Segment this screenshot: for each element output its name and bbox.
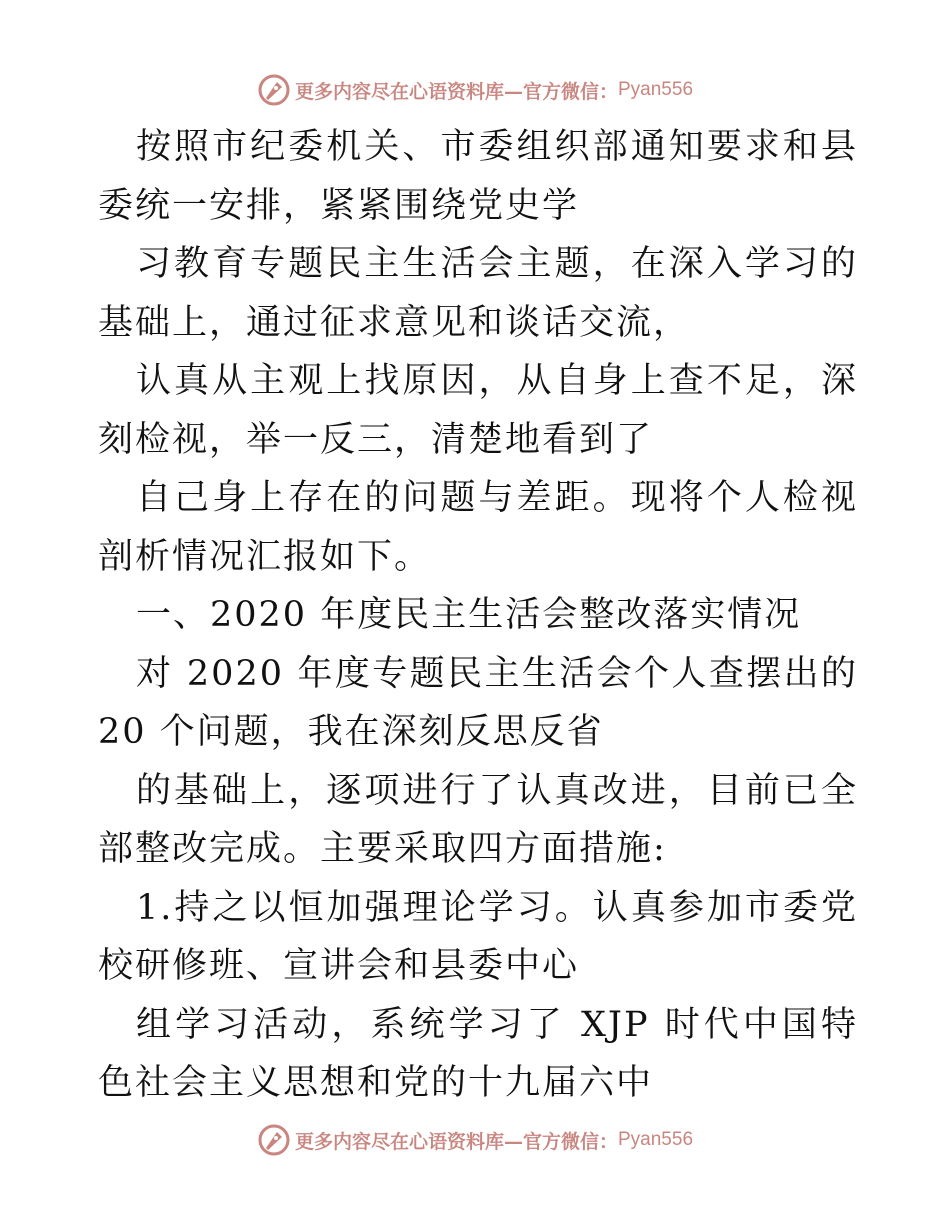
section-heading: 一、2020 年度民主生活会整改落实情况 — [136, 595, 802, 635]
footer-banner — [0, 1120, 950, 1160]
header-banner — [0, 70, 950, 110]
paragraph: 的基础上，逐项进行了认真改进，目前已全部整改完成。主要采取四方面措施: — [98, 770, 858, 869]
banner-handle: Pyan556 — [618, 79, 694, 100]
banner-text: 更多内容尽在心语资料库—官方微信： — [294, 80, 618, 103]
pen-nib-logo-icon — [257, 73, 291, 107]
banner-handle: Pyan556 — [618, 1129, 694, 1150]
paragraph: 组学习活动，系统学习了 XJP 时代中国特色社会主义思想和党的十九届六中 — [98, 1004, 858, 1103]
paragraph: 习教育专题民主生活会主题，在深入学习的基础上，通过征求意见和谈话交流， — [98, 244, 858, 343]
body-text — [98, 118, 858, 1113]
paragraph: 认真从主观上找原因，从自身上查不足，深刻检视，举一反三，清楚地看到了 — [98, 361, 858, 460]
paragraph: 按照市纪委机关、市委组织部通知要求和县委统一安排，紧紧围绕党史学 — [98, 127, 858, 226]
paragraph: 自己身上存在的问题与差距。现将个人检视剖析情况汇报如下。 — [98, 478, 858, 577]
paragraph: 对 2020 年度专题民主生活会个人查摆出的 20 个问题，我在深刻反思反省 — [98, 653, 858, 752]
paragraph: 1.持之以恒加强理论学习。认真参加市委党校研修班、宣讲会和县委中心 — [98, 887, 858, 986]
banner-text: 更多内容尽在心语资料库—官方微信： — [294, 1130, 618, 1153]
pen-nib-logo-icon — [257, 1123, 291, 1157]
